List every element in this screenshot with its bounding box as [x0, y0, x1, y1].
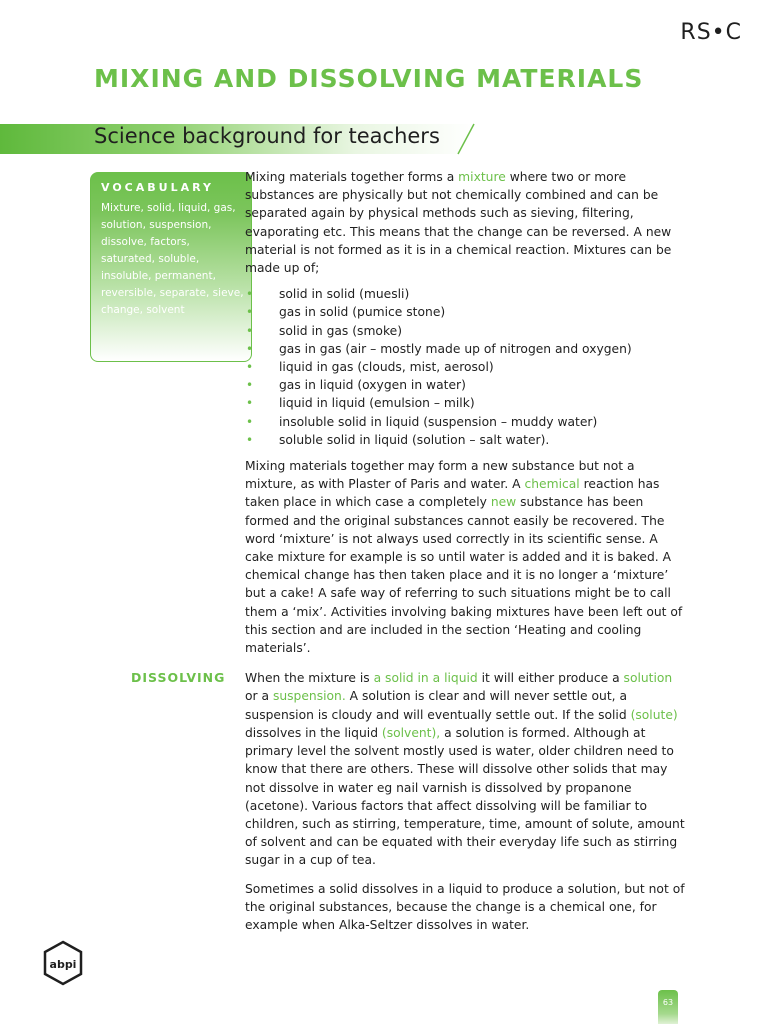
abpi-logo	[42, 940, 84, 986]
term-solvent: (solvent),	[381, 725, 441, 740]
list-item: • gas in solid (pumice stone)	[245, 303, 685, 321]
term-solid-in-liquid: a solid in a liquid	[373, 671, 478, 686]
abpi-logo-text: abpi	[49, 958, 77, 971]
vocabulary-words: Mixture, solid, liquid, gas, solution, suspension, dissolve, factors, saturated, soluble, insoluble, permanent, reversible, separate, sieve, change, solvent	[101, 202, 244, 316]
bullet-icon: •	[246, 378, 254, 393]
rsc-logo: RS•C	[680, 20, 742, 45]
final-paragraph: Sometimes a solid dissolves in a liquid to produce a solution, but not of the original substances, because the change is a chemical one, for example when Alka-Seltzer dissolves in water.	[245, 881, 685, 932]
main-text	[245, 168, 685, 934]
list-item: • insoluble solid in liquid (suspension – muddy water)	[245, 413, 685, 431]
vocabulary-title: VOCABULARY	[101, 181, 214, 194]
term-solute: (solute)	[630, 707, 678, 722]
list-item: • gas in liquid (oxygen in water)	[245, 376, 685, 394]
bullet-icon: •	[246, 341, 254, 356]
bullet-icon: •	[246, 287, 254, 302]
mixture-types-list	[245, 285, 685, 449]
chemical-change-paragraph: Mixing materials together may form a new substance but not a mixture, as with Plaster of Paris and water. A chemical reaction has taken place in which case a completely new substance has been formed and the original substances cannot easily be recovered. The word ‘mixture’ is not always used correctly in its scientific sense. A cake mixture for example is so until water is added and it is baked. A chemical change has then taken place and it is no longer a ‘mixture’ but a cake! A safe way of referring to such situations might be to call them a ‘mix’. Activities involving baking mixtures have been left out of this section and are included in the section ‘Heating and cooling materials’.	[245, 459, 683, 656]
bullet-icon: •	[246, 305, 254, 320]
list-item: • solid in gas (smoke)	[245, 322, 685, 340]
term-suspension: suspension.	[272, 689, 346, 704]
bullet-icon: •	[246, 432, 254, 447]
list-item: • soluble solid in liquid (solution – salt water).	[245, 431, 685, 449]
list-item: • solid in solid (muesli)	[245, 285, 685, 303]
bullet-icon: •	[246, 360, 254, 375]
page-title: MIXING AND DISSOLVING MATERIALS	[94, 64, 644, 93]
term-chemical: chemical	[524, 477, 580, 492]
dissolving-heading: DISSOLVING	[131, 670, 226, 685]
page-subtitle: Science background for teachers	[94, 124, 440, 148]
list-item: • liquid in liquid (emulsion – milk)	[245, 394, 685, 412]
bullet-icon: •	[246, 396, 254, 411]
bullet-icon: •	[246, 323, 254, 338]
vocabulary-box	[90, 172, 252, 362]
page-number-tab	[658, 990, 678, 1024]
term-solution: solution	[623, 671, 673, 686]
term-new: new	[490, 495, 517, 510]
list-item: • gas in gas (air – mostly made up of nitrogen and oxygen)	[245, 340, 685, 358]
term-mixture: mixture	[458, 170, 506, 184]
dissolving-paragraph: When the mixture is a solid in a liquid it will either produce a solution or a suspension. A solution is clear and will never settle out, a suspension is cloudy and will eventually settle out. If the solid (solute) dissolves in the liquid (solvent), a solution is formed. Although at primary level the solvent mostly used is water, older children need to know that there are others. These will dissolve other solids that may not dissolve in water eg nail varnish is dissolved by propanone (acetone). Various factors that affect dissolving will be familiar to children, such as stirring, temperature, time, amount of solute, amount of solvent and can be equated with their everyday life such as stirring sugar in a cup of tea.	[245, 671, 685, 868]
list-item: • liquid in gas (clouds, mist, aerosol)	[245, 358, 685, 376]
bullet-icon: •	[246, 414, 254, 429]
intro-paragraph: Mixing materials together forms a mixture where two or more substances are physically but not chemically combined and can be separated again by physical methods such as sieving, filtering, evaporating etc. This means that the change can be reversed. A new material is not formed as it is in a chemical reaction. Mixtures can be made up of;	[245, 170, 672, 276]
page-number: 63	[662, 998, 674, 1007]
